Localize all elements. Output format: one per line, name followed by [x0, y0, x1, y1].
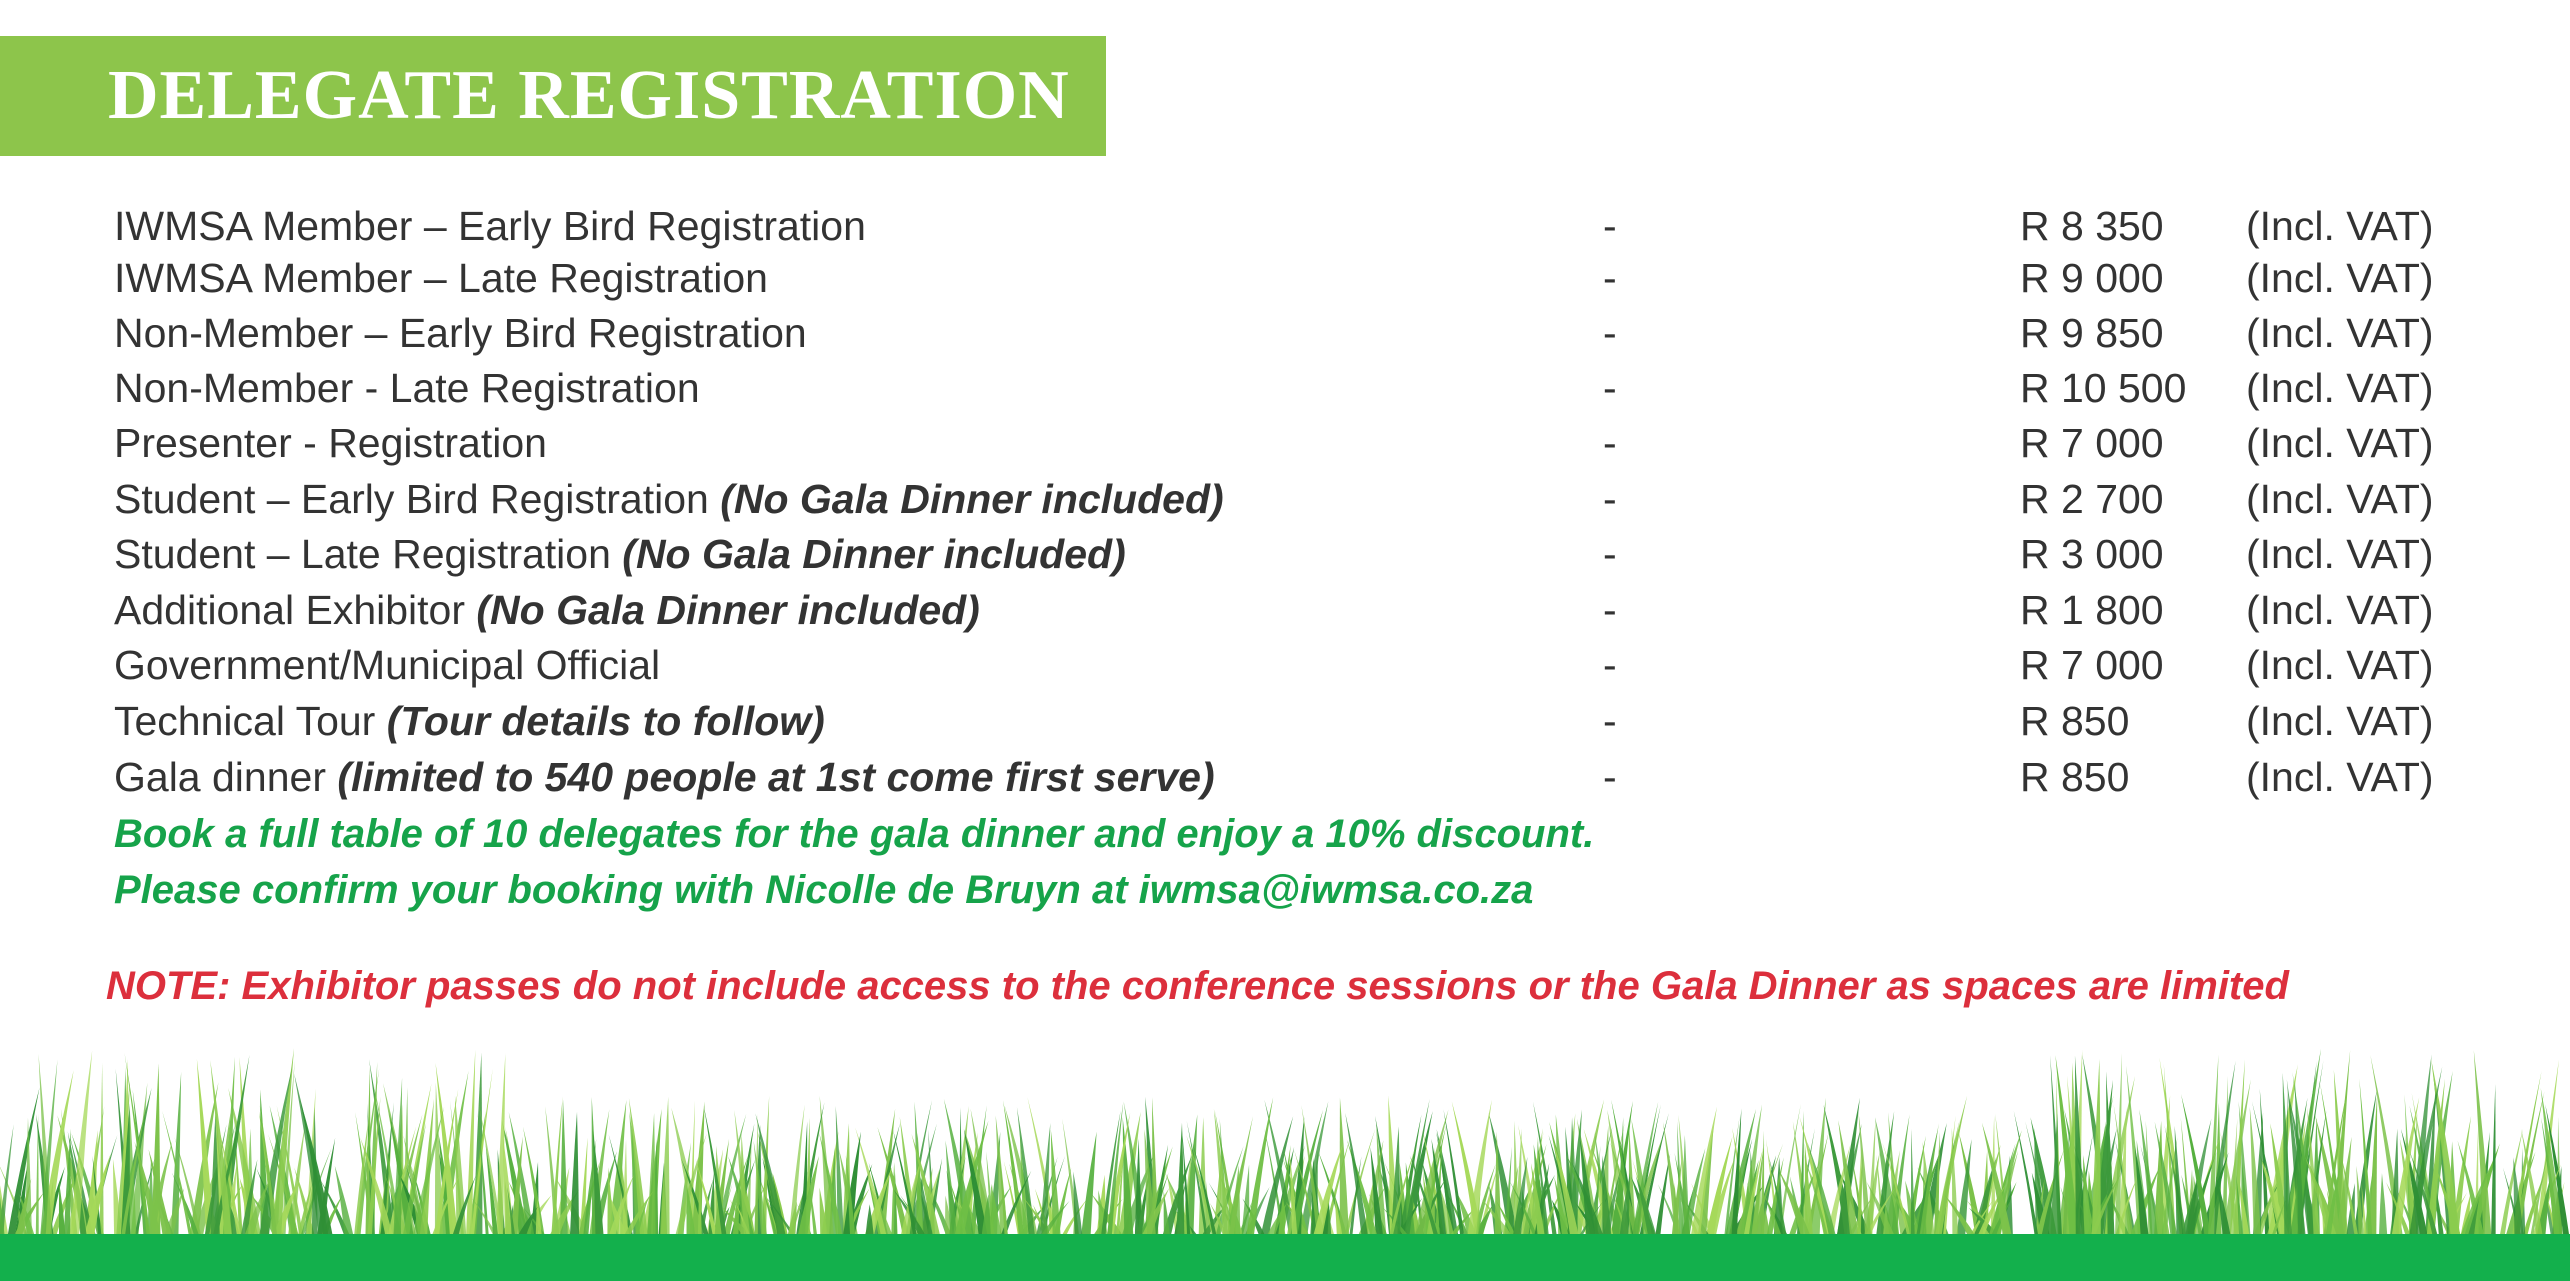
grass-blade — [100, 1063, 104, 1238]
fee-label: Non-Member - Late Registration — [114, 365, 700, 411]
fee-separator: - — [1603, 310, 1617, 356]
fee-condition-note: (No Gala Dinner included) — [622, 531, 1126, 577]
fee-price: R 9 000 — [2020, 255, 2164, 301]
fee-price: R 8 350 — [2020, 203, 2164, 249]
fee-vat-label: (Incl. VAT) — [2246, 255, 2434, 301]
fee-label: IWMSA Member – Late Registration — [114, 255, 768, 301]
fee-separator: - — [1603, 754, 1617, 800]
fee-label: Gala dinner — [114, 754, 326, 800]
fee-vat-label: (Incl. VAT) — [2246, 310, 2434, 356]
ground-strip — [0, 1234, 2570, 1281]
fee-vat-label: (Incl. VAT) — [2246, 642, 2434, 688]
fee-vat-label: (Incl. VAT) — [2246, 531, 2434, 577]
fee-price: R 7 000 — [2020, 642, 2164, 688]
fee-separator: - — [1603, 642, 1617, 688]
fee-name — [114, 305, 807, 361]
fee-name — [114, 749, 1215, 805]
fee-condition-note: (limited to 540 people at 1st come first serve) — [337, 754, 1215, 800]
fee-vat-label: (Incl. VAT) — [2246, 203, 2434, 249]
grass-blade — [1040, 1123, 1051, 1238]
booking-contact-text: Please confirm your booking with Nicolle de Bruyn at iwmsa@iwmsa.co.za — [114, 868, 1534, 912]
fee-name — [114, 582, 980, 638]
fee-name — [114, 198, 866, 254]
fee-row — [0, 637, 2570, 693]
fee-price: R 9 850 — [2020, 310, 2164, 356]
fee-price: R 1 800 — [2020, 587, 2164, 633]
fee-row — [0, 360, 2570, 416]
fee-name — [114, 471, 1224, 527]
fee-vat-label: (Incl. VAT) — [2246, 587, 2434, 633]
fee-label: Presenter - Registration — [114, 420, 547, 466]
grass-blade — [1655, 1154, 1670, 1238]
grass-footer-decoration — [0, 1000, 2570, 1281]
grass-blade — [393, 1078, 402, 1238]
fee-name — [114, 250, 768, 306]
fee-vat-label: (Incl. VAT) — [2246, 476, 2434, 522]
fee-row — [0, 582, 2570, 638]
fee-name — [114, 526, 1126, 582]
fee-row — [0, 305, 2570, 361]
fee-separator: - — [1603, 365, 1617, 411]
fee-label: Student – Late Registration — [114, 531, 611, 577]
grass-blade — [335, 1166, 354, 1238]
grass-blade — [2379, 1173, 2388, 1238]
grass-blade — [570, 1112, 579, 1238]
grass-blade — [2075, 1056, 2085, 1238]
fee-vat-label: (Incl. VAT) — [2246, 754, 2434, 800]
grass-blade — [1176, 1123, 1184, 1238]
fee-row — [0, 250, 2570, 306]
title-banner — [0, 36, 1106, 156]
fee-condition-note: (No Gala Dinner included) — [720, 476, 1224, 522]
fee-separator: - — [1603, 698, 1617, 744]
fee-row — [0, 693, 2570, 749]
fee-row — [0, 471, 2570, 527]
fee-row — [0, 749, 2570, 805]
fee-separator: - — [1603, 531, 1617, 577]
fee-label: Additional Exhibitor — [114, 587, 465, 633]
grass-blade — [2175, 1126, 2184, 1238]
fee-price: R 2 700 — [2020, 476, 2164, 522]
fee-price: R 7 000 — [2020, 420, 2164, 466]
fee-separator: - — [1603, 203, 1617, 249]
fee-row — [0, 526, 2570, 582]
fee-price: R 3 000 — [2020, 531, 2164, 577]
fee-vat-label: (Incl. VAT) — [2246, 420, 2434, 466]
grass-blade — [1911, 1129, 1915, 1238]
grass-blade — [1340, 1097, 1349, 1238]
grass-blade — [2092, 1059, 2101, 1238]
exhibitor-note: NOTE: Exhibitor passes do not include access to the conference sessions or the Gala Dinner as spaces are limited — [106, 964, 2289, 1008]
fee-label: Government/Municipal Official — [114, 642, 661, 688]
fee-name — [114, 415, 547, 471]
fee-row — [0, 198, 2570, 254]
grass-blade — [754, 1114, 757, 1238]
fee-label: Non-Member – Early Bird Registration — [114, 310, 807, 356]
grass-blade — [1081, 1132, 1097, 1238]
fee-price: R 850 — [2020, 698, 2130, 744]
grass-blade — [59, 1182, 66, 1238]
fee-separator: - — [1603, 420, 1617, 466]
fee-row — [0, 415, 2570, 471]
grass-blade — [2491, 1084, 2496, 1238]
fee-name — [114, 637, 660, 693]
fee-label: IWMSA Member – Early Bird Registration — [114, 203, 866, 249]
grass-blade — [647, 1113, 655, 1238]
fee-vat-label: (Incl. VAT) — [2246, 365, 2434, 411]
fee-label: Technical Tour — [114, 698, 376, 744]
fee-condition-note: (No Gala Dinner included) — [476, 587, 980, 633]
fee-separator: - — [1603, 255, 1617, 301]
fee-vat-label: (Incl. VAT) — [2246, 698, 2434, 744]
fee-label: Student – Early Bird Registration — [114, 476, 709, 522]
fee-name — [114, 693, 825, 749]
grass-blade — [496, 1053, 505, 1238]
fee-separator: - — [1603, 476, 1617, 522]
fee-separator: - — [1603, 587, 1617, 633]
grass-blade — [661, 1097, 670, 1238]
gala-table-discount-text: Book a full table of 10 delegates for the gala dinner and enjoy a 10% discount. — [114, 812, 1595, 856]
fee-price: R 850 — [2020, 754, 2130, 800]
page-title: DELEGATE REGISTRATION — [108, 57, 1070, 134]
grass-blade — [1073, 1172, 1082, 1238]
fee-condition-note: (Tour details to follow) — [386, 698, 825, 744]
fee-price: R 10 500 — [2020, 365, 2187, 411]
fee-name — [114, 360, 700, 416]
